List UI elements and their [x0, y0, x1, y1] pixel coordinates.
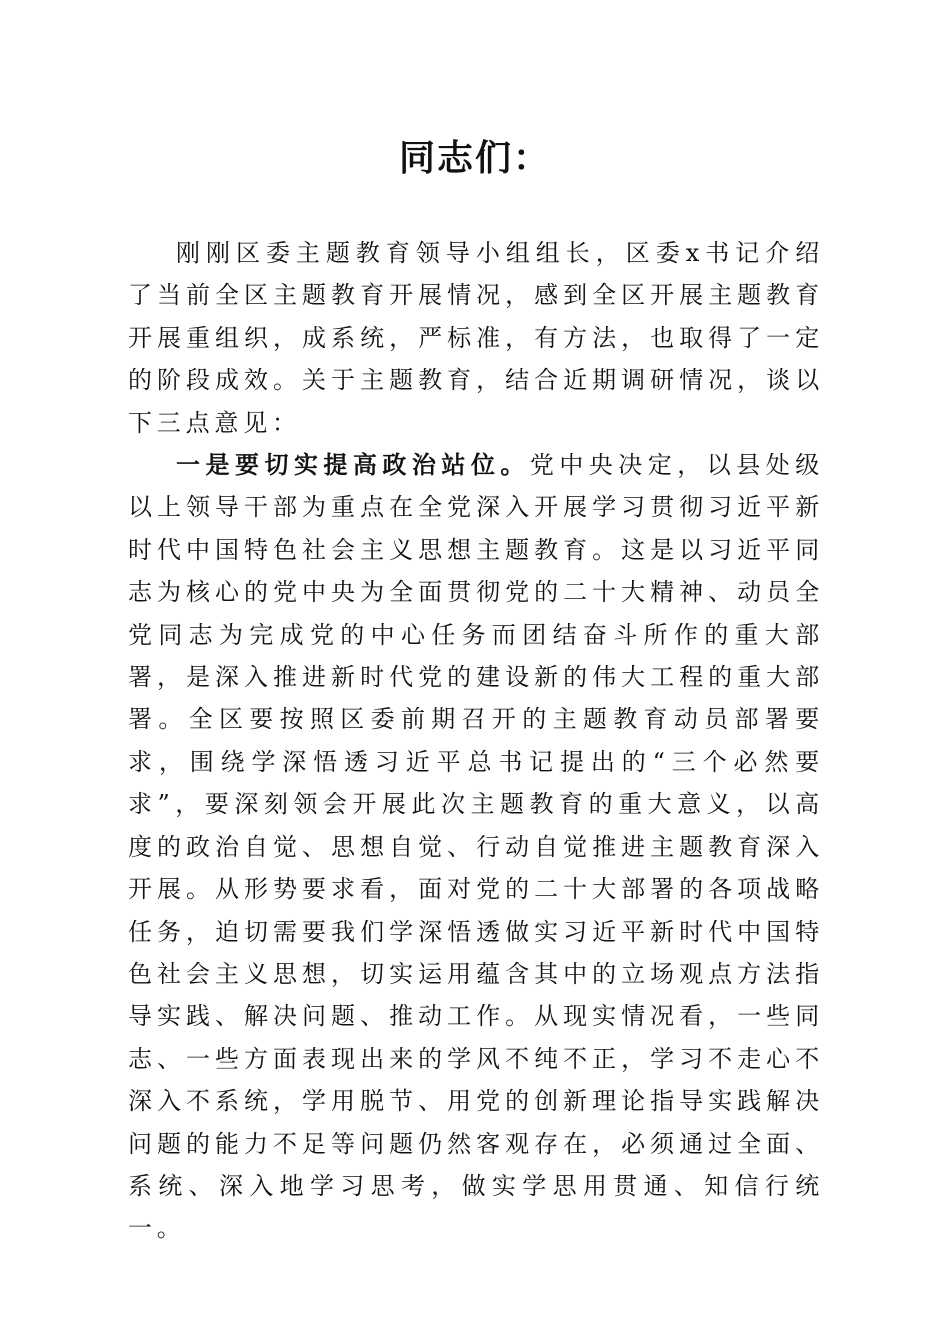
intro-paragraph: 刚刚区委主题教育领导小组组长，区委x书记介绍了当前全区主题教育开展情况，感到全区开展主题教育开展重组织，成系统，严标准，有方法，也取得了一定的阶段成效。关于主题教育，结合近期调研情况，谈以下三点意见： — [128, 239, 824, 437]
page-title: 同志们： — [398, 137, 551, 179]
point-one-text: 党中央决定，以县处级以上领导干部为重点在全党深入开展学习贯彻习近平新时代中国特色社会主义思想主题教育。这是以习近平同志为核心的党中央为全面贯彻党的二十大精神、动员全党同志为完成党的中心任务而团结奋斗所作的重大部署，是深入推进新时代党的建设新的伟大工程的重大部署。全区要按照区委前期召开的主题教育动员部署要求，围绕学深悟透习近平总书记提出的“三个必然要求”，要深刻领会开展此次主题教育的重大意义，以高度的政治自觉、思想自觉、行动自觉推进主题教育深入开展。从形势要求看，面对党的二十大部署的各项战略任务，迫切需要我们学深悟透做实习近平新时代中国特色社会主义思想，切实运用蕴含其中的立场观点方法指导实践、解决问题、推动工作。从现实情况看，一些同志、一些方面表现出来的学风不纯不正，学习不走心不深入不系统，学用脱节、用党的创新理论指导实践解决问题的能力不足等问题仍然客观存在，必须通过全面、系统、深入地学习思考，做实学思用贯通、知信行统一。 — [128, 451, 824, 1243]
document-body — [128, 232, 824, 1250]
point-one-paragraph — [128, 444, 824, 1250]
point-one-lead: 一是要切实提高政治站位。 — [176, 450, 530, 480]
